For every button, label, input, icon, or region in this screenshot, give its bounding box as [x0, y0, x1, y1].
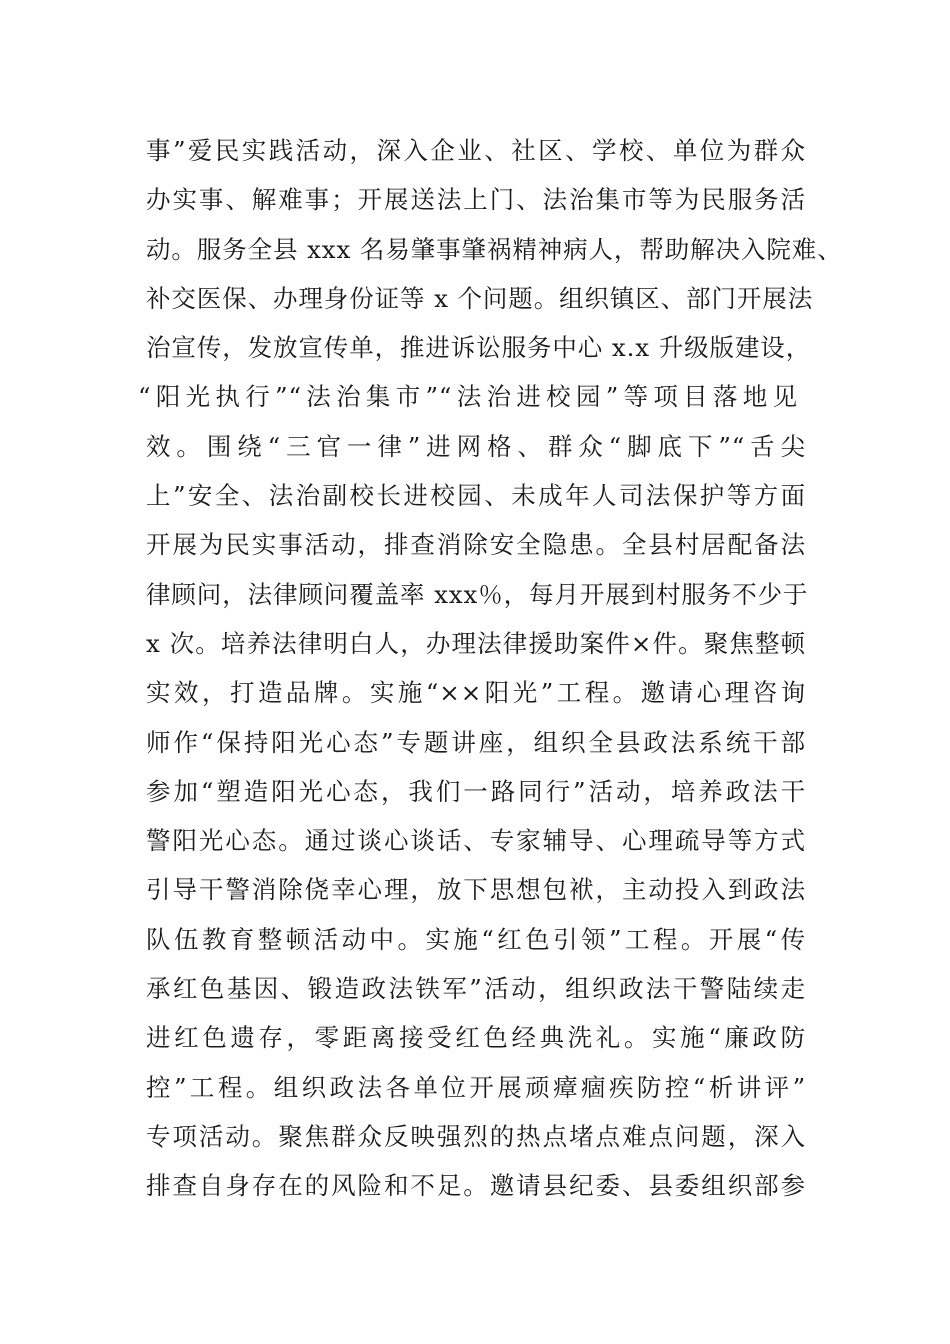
text-line: 专项活动。聚焦群众反映强烈的热点堵点难点问题，深入 [146, 1121, 806, 1151]
text-line: 进红色遗存，零距离接受红色经典洗礼。实施“廉政防 [146, 1023, 806, 1053]
text-line: 参加“塑造阳光心态，我们一路同行”活动，培养政法干 [146, 776, 806, 806]
text-line: “阳光执行”“法治集市”“法治进校园”等项目落地见 [138, 382, 798, 412]
text-line: 引导干警消除侥幸心理，放下思想包袱，主动投入到政法 [146, 875, 806, 905]
text-line: 开展为民实事活动，排查消除安全隐患。全县村居配备法 [146, 530, 806, 560]
text-line: 事”爱民实践活动，深入企业、社区、学校、单位为群众 [146, 136, 806, 165]
text-line: 队伍教育整顿活动中。实施“红色引领”工程。开展“传 [146, 924, 806, 954]
text-line: 效。围绕“三官一律”进网格、群众“脚底下”“舌尖 [146, 431, 806, 461]
text-line: x 次。培养法律明白人，办理法律援助案件×件。聚焦整顿 [146, 628, 806, 658]
text-line: 治宣传，发放宣传单，推进诉讼服务中心 x.x 升级版建设， [146, 333, 812, 363]
text-line: 控”工程。组织政法各单位开展顽瘴痼疾防控“析讲评” [146, 1072, 806, 1102]
text-line: 警阳光心态。通过谈心谈话、专家辅导、心理疏导等方式 [146, 826, 806, 856]
text-line: 办实事、解难事；开展送法上门、法治集市等为民服务活 [146, 185, 806, 215]
text-line: 实效，打造品牌。实施“××阳光”工程。邀请心理咨询 [146, 678, 806, 708]
text-line: 师作“保持阳光心态”专题讲座，组织全县政法系统干部 [146, 727, 806, 757]
text-line: 律顾问，法律顾问覆盖率 xxx％，每月开展到村服务不少于 [146, 579, 809, 609]
text-line: 补交医保、办理身份证等 x 个问题。组织镇区、部门开展法 [146, 283, 814, 313]
text-line: 承红色基因、锻造政法铁军”活动，组织政法干警陆续走 [146, 974, 806, 1004]
body-text [138, 126, 843, 1211]
text-line: 动。服务全县 xxx 名易肇事肇祸精神病人，帮助解决入院难、 [146, 234, 843, 264]
text-line: 排查自身存在的风险和不足。邀请县纪委、县委组织部参 [146, 1171, 806, 1201]
text-line: 上”安全、法治副校长进校园、未成年人司法保护等方面 [146, 481, 806, 511]
